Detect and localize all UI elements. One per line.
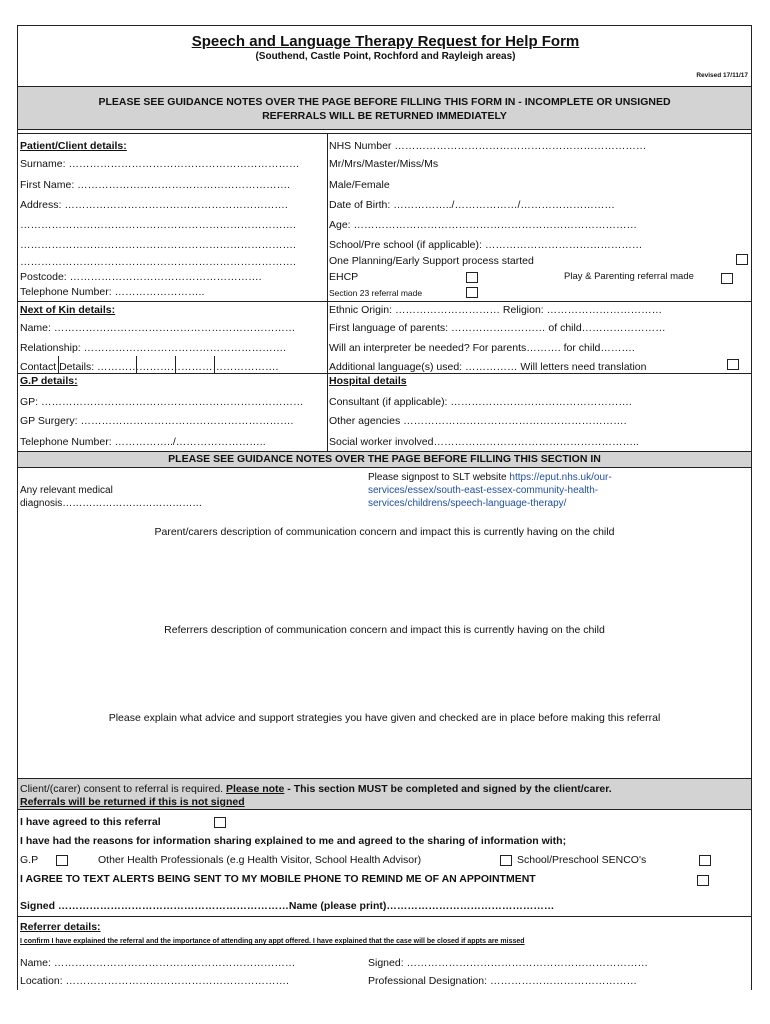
referrer-signature-field[interactable]: Signed: ……………………………………………………………: [368, 957, 649, 969]
professional-designation-field[interactable]: Professional Designation: ……………………………………: [368, 975, 637, 987]
ehcp-label: EHCP: [329, 271, 359, 283]
gp-heading: G.P details:: [20, 375, 78, 387]
medical-diagnosis-label: Any relevant medical: [20, 485, 113, 496]
contact-details-field[interactable]: Contact Details: …………………………………………….: [20, 361, 279, 373]
consent-required-text: Client/(carer) consent to referral is required.: [20, 783, 226, 795]
please-note-text: Please note: [226, 783, 285, 795]
section23-checkbox[interactable]: [466, 287, 478, 298]
client-signature-field[interactable]: Signed …………………………………………………………Name (please print)…………………………………………: [20, 900, 555, 912]
referrer-name-field[interactable]: Name: ……………………………………………………………: [20, 957, 296, 969]
medical-diagnosis-field[interactable]: diagnosis……………………………………: [20, 498, 203, 509]
slt-website-link[interactable]: https://eput.nhs.uk/our-: [509, 472, 612, 483]
age-field[interactable]: Age: ………………………………………………………………………: [329, 219, 638, 231]
title-field[interactable]: Mr/Mrs/Master/Miss/Ms: [329, 158, 439, 170]
relationship-field[interactable]: Relationship: ………………………………………………….: [20, 342, 287, 354]
first-language-field[interactable]: First language of parents: ……………………… of child……………………: [329, 322, 666, 334]
consent-line2: Referrals will be returned if this is not signed: [20, 796, 245, 808]
kin-name-field[interactable]: Name: ……………………………………………………………: [20, 322, 296, 334]
referrer-heading: Referrer details:: [20, 921, 101, 933]
play-parenting-checkbox[interactable]: [721, 273, 733, 284]
school-senco-checkbox[interactable]: [500, 855, 512, 866]
divider: [175, 356, 176, 373]
section-guidance-banner: PLEASE SEE GUIDANCE NOTES OVER THE PAGE BEFORE FILLING THIS SECTION IN: [18, 451, 751, 468]
gp-consent-label: G.P: [20, 854, 39, 866]
referrer-confirm-text: I confirm I have explained the referral and the importance of attending any appt offered. I have explained that the case will be closed if appts are missed: [20, 938, 525, 945]
school-field[interactable]: School/Pre school (if applicable): ………………………………………: [329, 239, 643, 251]
referrer-description-label: Referrers description of communication concern and impact this is currently having on the child: [164, 624, 605, 636]
form-title: Speech and Language Therapy Request for Help Form: [191, 33, 580, 50]
other-agencies-field[interactable]: Other agencies ……………………………………………………….: [329, 415, 627, 427]
advice-strategies-label: Please explain what advice and support strategies you have given and checked are in place before making this referral: [108, 712, 661, 724]
additional-language-field[interactable]: Additional language(s) used: …………… Will letters need translation: [329, 361, 647, 373]
consent-must-text: - This section MUST be completed and signed by the client/carer.: [284, 783, 612, 795]
guidance-banner-line1: PLEASE SEE GUIDANCE NOTES OVER THE PAGE BEFORE FILLING THIS FORM IN - INCOMPLETE OR UNSIGNED: [98, 96, 671, 108]
revision-date: Revised 17/11/17: [696, 72, 748, 79]
consultant-field[interactable]: Consultant (if applicable): …………………………………………….: [329, 396, 632, 408]
other-professionals-label: Other Health Professionals (e.g Health Visitor, School Health Advisor): [98, 854, 422, 866]
social-worker-field[interactable]: Social worker involved…………………………………………………..: [329, 436, 639, 448]
referrer-location-field[interactable]: Location: ……………………………………………………….: [20, 975, 289, 987]
gp-telephone-field[interactable]: Telephone Number: ……………../……………………..: [20, 436, 266, 448]
guidance-banner-line2: REFERRALS WILL BE RETURNED IMMEDIATELY: [262, 110, 507, 122]
consent-banner: [18, 778, 751, 810]
dob-field[interactable]: Date of Birth: ……………../………………/………………………: [329, 199, 615, 211]
one-planning-checkbox[interactable]: [736, 254, 748, 265]
divider: [136, 356, 137, 373]
divider: [214, 356, 215, 373]
info-sharing-label: I have had the reasons for information sharing explained to me and agreed to the sharing of information with;: [20, 835, 567, 847]
form-subtitle: (Southend, Castle Point, Rochford and Rayleigh areas): [255, 51, 516, 62]
gp-surgery-field[interactable]: GP Surgery: …………………………………………………….: [20, 415, 294, 427]
slt-website-link-line3[interactable]: services/childrens/speech-language-therapy/: [368, 498, 567, 509]
translation-checkbox[interactable]: [727, 359, 739, 370]
consent-line1: [20, 783, 612, 795]
signpost-text: [368, 472, 612, 483]
divider: [18, 133, 751, 134]
play-parenting-label: Play & Parenting referral made: [564, 271, 694, 282]
column-divider: [327, 133, 328, 451]
address-field[interactable]: Address: ……………………………………………………….: [20, 199, 288, 211]
guidance-banner: [18, 86, 751, 130]
gp-consent-checkbox[interactable]: [56, 855, 68, 866]
patient-heading: Patient/Client details:: [20, 140, 127, 152]
one-planning-label: One Planning/Early Support process started: [329, 255, 534, 267]
postcode-field[interactable]: Postcode: ……………………………………………….: [20, 271, 262, 283]
gender-field[interactable]: Male/Female: [329, 179, 390, 191]
divider: [18, 916, 751, 917]
other-professionals-checkbox[interactable]: [699, 855, 711, 866]
first-name-field[interactable]: First Name: …………………………………………………….: [20, 179, 291, 191]
agreed-referral-checkbox[interactable]: [214, 817, 226, 828]
address-line-4[interactable]: …………………………………………………………………….: [20, 256, 296, 268]
gp-field[interactable]: GP: …………………………………………………………………: [20, 396, 304, 408]
divider: [18, 373, 751, 374]
section23-label: Section 23 referral made: [329, 288, 423, 298]
ehcp-checkbox[interactable]: [466, 272, 478, 283]
text-alerts-checkbox[interactable]: [697, 875, 709, 886]
school-senco-label: School/Preschool SENCO's: [517, 854, 647, 866]
hospital-heading: Hospital details: [329, 375, 407, 387]
interpreter-field[interactable]: Will an interpreter be needed? For parents………. for child……….: [329, 342, 635, 354]
surname-field[interactable]: Surname: …………………………………………………………: [20, 158, 300, 170]
nhs-number-field[interactable]: NHS Number ………………………………………………………………: [329, 140, 647, 152]
ethnic-religion-field[interactable]: Ethnic Origin: ………………………… Religion: ……………………………: [329, 304, 663, 316]
agreed-referral-label: I have agreed to this referral: [20, 816, 161, 828]
address-line-2[interactable]: …………………………………………………………………….: [20, 219, 296, 231]
patient-telephone-field[interactable]: Telephone Number: ……………………..: [20, 286, 205, 298]
referral-form: [17, 25, 752, 990]
divider: [58, 356, 59, 373]
divider: [18, 301, 751, 302]
next-of-kin-heading: Next of Kin details:: [20, 304, 116, 316]
signpost-prefix: Please signpost to SLT website: [368, 472, 510, 483]
slt-website-link-line2[interactable]: services/essex/south-east-essex-community-health-: [368, 485, 599, 496]
parent-description-label: Parent/carers description of communication concern and impact this is currently having on the child: [154, 526, 615, 538]
text-alerts-label: I AGREE TO TEXT ALERTS BEING SENT TO MY MOBILE PHONE TO REMIND ME OF AN APPOINTMENT: [20, 873, 536, 885]
address-line-3[interactable]: …………………………………………………………………….: [20, 239, 296, 251]
